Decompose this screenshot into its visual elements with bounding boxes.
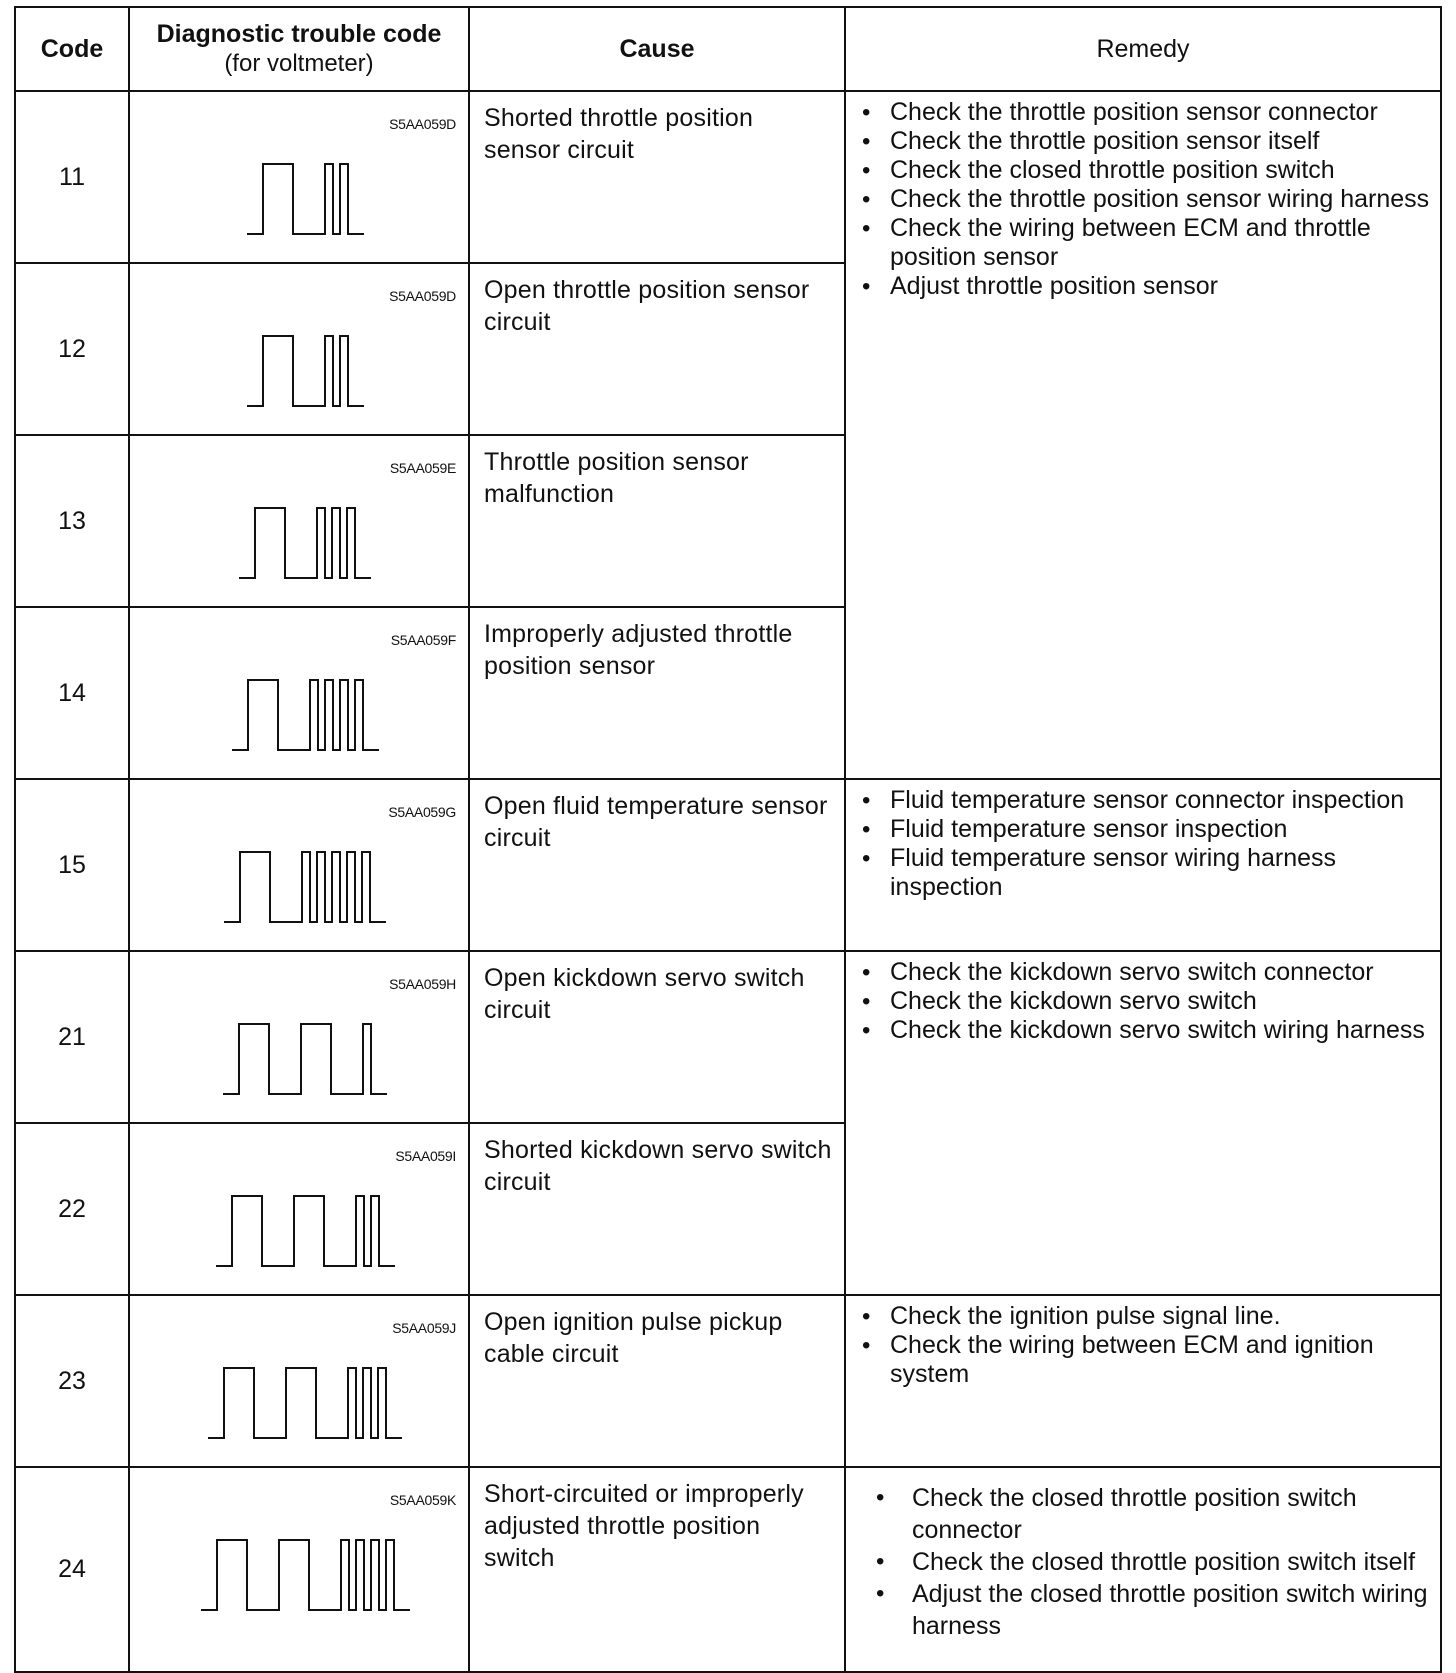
figure-id: S5AA059J (392, 1320, 456, 1336)
pulse-trace (216, 1196, 395, 1266)
figure-id: S5AA059K (389, 1492, 456, 1508)
trouble-code-table-sheet (14, 6, 1440, 1658)
remedy-cell (845, 951, 1441, 1295)
remedy-item: • Fluid temperature sensor wiring harness inspection (856, 844, 1434, 902)
pulse-trace (224, 852, 386, 922)
figure-id: S5AA059G (388, 804, 456, 820)
remedy-cell (845, 1467, 1441, 1672)
header-dtc-title: Diagnostic trouble code (156, 20, 442, 48)
remedy-cell (845, 91, 1441, 779)
figure-id: S5AA059D (389, 288, 456, 304)
remedy-list (856, 786, 1434, 902)
cause-cell: Short-circuited or improperly adjusted throttle position switch (469, 1467, 845, 1672)
remedy-list (856, 958, 1434, 1045)
pulse-waveform (130, 608, 494, 780)
code-cell: 21 (15, 951, 129, 1123)
pulse-waveform (130, 952, 494, 1124)
remedy-item: • Check the closed throttle position switch connector (856, 1482, 1434, 1546)
remedy-cell (845, 779, 1441, 951)
cause-cell: Shorted kickdown servo switch circuit (469, 1123, 845, 1295)
waveform-cell (129, 1467, 469, 1672)
remedy-item: • Fluid temperature sensor connector inspection (856, 786, 1434, 815)
cause-cell: Open fluid temperature sensor circuit (469, 779, 845, 951)
code-cell: 22 (15, 1123, 129, 1295)
code-cell: 24 (15, 1467, 129, 1672)
pulse-trace (239, 508, 371, 578)
remedy-item: • Check the kickdown servo switch (856, 987, 1434, 1016)
remedy-item: • Check the throttle position sensor wiring harness (856, 185, 1434, 214)
waveform-cell (129, 435, 469, 607)
remedy-list (856, 98, 1434, 301)
pulse-waveform (130, 780, 494, 952)
code-cell: 14 (15, 607, 129, 779)
figure-id: S5AA059E (389, 460, 456, 476)
header-cause: Cause (469, 7, 845, 91)
pulse-trace (247, 336, 364, 406)
remedy-item: • Check the ignition pulse signal line. (856, 1302, 1434, 1331)
header-dtc (129, 7, 469, 91)
diagnostic-trouble-code-table (14, 6, 1442, 1673)
waveform-cell (129, 1123, 469, 1295)
pulse-waveform (130, 1124, 494, 1296)
header-dtc-subtitle: (for voltmeter) (224, 50, 374, 77)
remedy-item: • Check the wiring between ECM and throttle position sensor (856, 214, 1434, 272)
pulse-waveform (130, 1296, 494, 1468)
figure-id: S5AA059D (389, 116, 456, 132)
waveform-cell (129, 607, 469, 779)
pulse-waveform (130, 1468, 494, 1640)
remedy-item: • Check the closed throttle position switch itself (856, 1546, 1434, 1578)
code-cell: 23 (15, 1295, 129, 1467)
pulse-waveform (130, 92, 494, 264)
table-row (15, 91, 1441, 263)
waveform-cell (129, 951, 469, 1123)
remedy-item: • Check the closed throttle position switch (856, 156, 1434, 185)
remedy-item: • Check the throttle position sensor itself (856, 127, 1434, 156)
remedy-item: • Adjust throttle position sensor (856, 272, 1434, 301)
cause-cell: Shorted throttle position sensor circuit (469, 91, 845, 263)
cause-cell: Open throttle position sensor circuit (469, 263, 845, 435)
table-row (15, 1295, 1441, 1467)
pulse-trace (201, 1540, 410, 1610)
remedy-item: • Check the kickdown servo switch connector (856, 958, 1434, 987)
cause-cell: Open kickdown servo switch circuit (469, 951, 845, 1123)
cause-cell: Improperly adjusted throttle position sensor (469, 607, 845, 779)
code-cell: 11 (15, 91, 129, 263)
pulse-trace (247, 164, 364, 234)
waveform-cell (129, 91, 469, 263)
remedy-item: • Check the throttle position sensor connector (856, 98, 1434, 127)
table-row (15, 951, 1441, 1123)
cause-cell: Throttle position sensor malfunction (469, 435, 845, 607)
table-row (15, 779, 1441, 951)
figure-id: S5AA059F (390, 632, 456, 648)
table-header-row (15, 7, 1441, 91)
pulse-waveform (130, 264, 494, 436)
header-code: Code (15, 7, 129, 91)
pulse-trace (208, 1368, 402, 1438)
pulse-waveform (130, 436, 494, 608)
remedy-cell (845, 1295, 1441, 1467)
code-cell: 13 (15, 435, 129, 607)
figure-id: S5AA059I (395, 1148, 456, 1164)
code-cell: 15 (15, 779, 129, 951)
remedy-list (856, 1482, 1434, 1642)
remedy-item: • Adjust the closed throttle position switch wiring harness (856, 1578, 1434, 1642)
cause-cell: Open ignition pulse pickup cable circuit (469, 1295, 845, 1467)
table-row (15, 1467, 1441, 1672)
remedy-item: • Fluid temperature sensor inspection (856, 815, 1434, 844)
code-cell: 12 (15, 263, 129, 435)
remedy-item: • Check the kickdown servo switch wiring harness (856, 1016, 1434, 1045)
waveform-cell (129, 1295, 469, 1467)
waveform-cell (129, 263, 469, 435)
waveform-cell (129, 779, 469, 951)
pulse-trace (232, 680, 379, 750)
pulse-trace (223, 1024, 387, 1094)
remedy-list (856, 1302, 1434, 1389)
figure-id: S5AA059H (389, 976, 456, 992)
remedy-item: • Check the wiring between ECM and ignition system (856, 1331, 1434, 1389)
header-remedy: Remedy (845, 7, 1441, 91)
